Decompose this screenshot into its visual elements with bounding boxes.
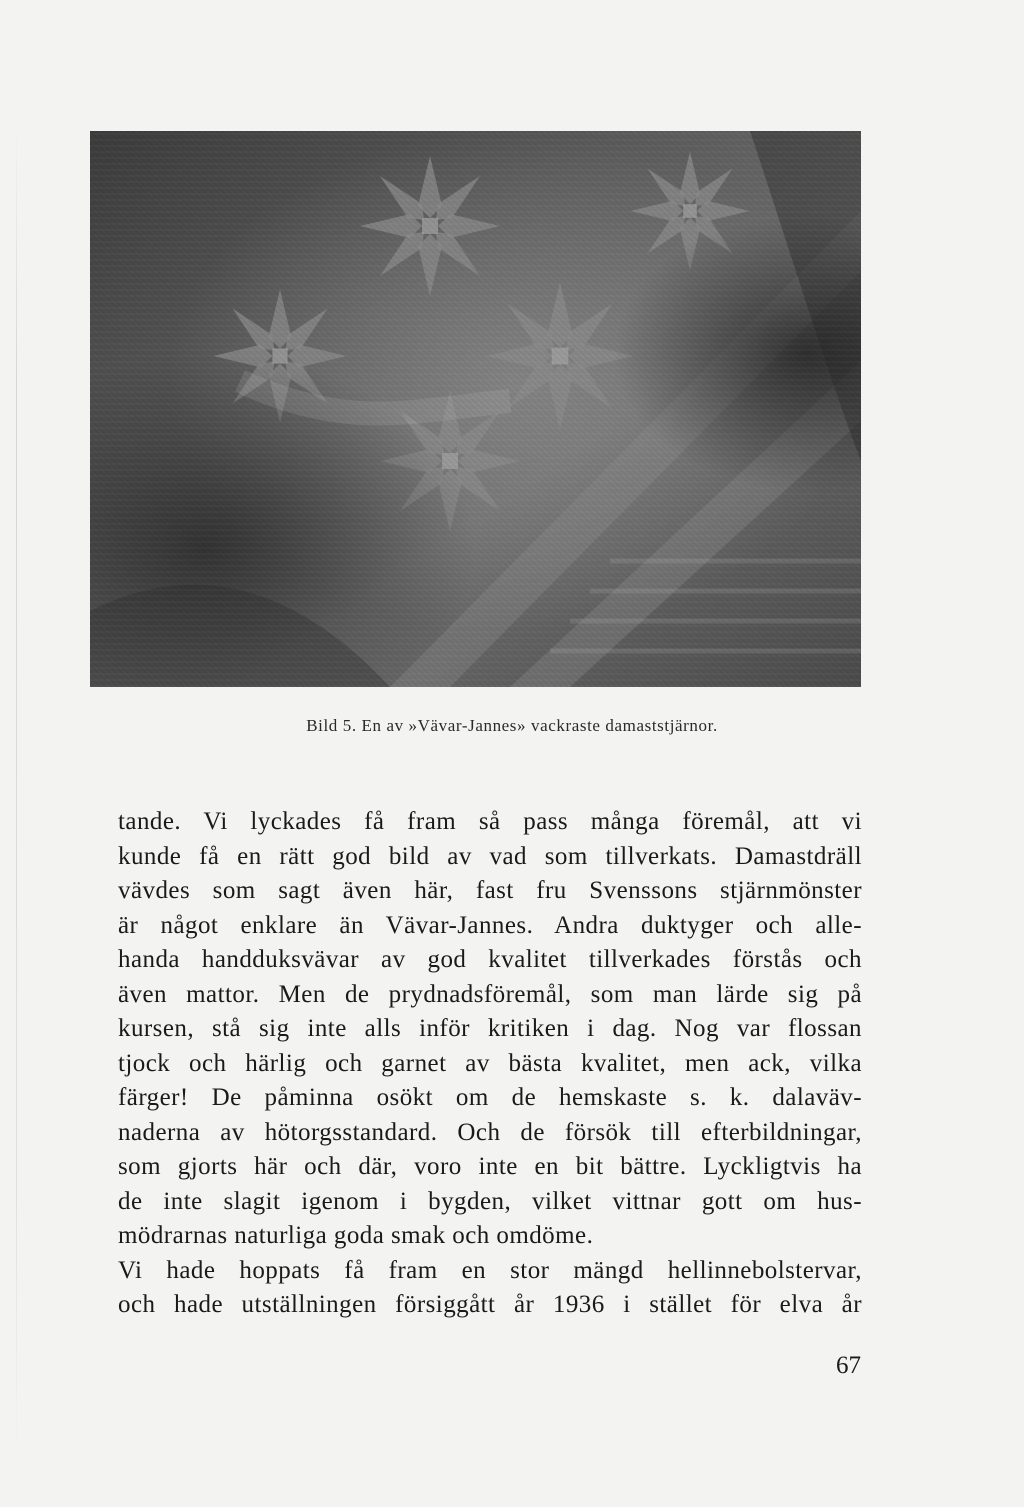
- text-line: vävdes som sagt även här, fast fru Svenssons stjärnmönster: [118, 877, 862, 904]
- text-line: de inte slagit igenom i bygden, vilket vittnar gott om hus-: [118, 1187, 862, 1215]
- text-line: kunde få en rätt god bild av vad som tillverkats. Damastdräll: [118, 842, 862, 870]
- figure-caption: Bild 5. En av »Vävar-Jannes» vackraste damaststjärnor.: [306, 716, 718, 735]
- body-text: [118, 805, 862, 1323]
- text-line: och hade utställningen försiggått år 1936 i stället för elva år: [118, 1291, 862, 1318]
- damask-star-photo: [90, 131, 861, 687]
- text-line: även mattor. Men de prydnadsföremål, som man lärde sig på: [118, 980, 862, 1008]
- page-number: 67: [836, 1352, 861, 1379]
- text-line: färger! De påminna osökt om de hemskaste s. k. dalaväv-: [118, 1084, 862, 1111]
- text-line: handa handduksvävar av god kvalitet tillverkades förstås och: [118, 946, 862, 973]
- scan-edge-line: [16, 120, 17, 1460]
- text-line: tjock och härlig och garnet av bästa kvalitet, men ack, vilka: [118, 1049, 862, 1077]
- text-line: Vi hade hoppats få fram en stor mängd hellinnebolstervar,: [118, 1256, 862, 1284]
- text-line: är något enklare än Vävar-Jannes. Andra duktyger och alle-: [118, 911, 862, 939]
- text-line: kursen, stå sig inte alls inför kritiken i dag. Nog var flossan: [118, 1015, 862, 1042]
- text-line: naderna av hötorgsstandard. Och de försök till efterbildningar,: [118, 1118, 862, 1146]
- text-line: tande. Vi lyckades få fram så pass många föremål, att vi: [118, 808, 862, 835]
- text-line: mödrarnas naturliga goda smak och omdöme.: [118, 1222, 594, 1249]
- text-line: som gjorts här och där, voro inte en bit bättre. Lyckligtvis ha: [118, 1153, 862, 1180]
